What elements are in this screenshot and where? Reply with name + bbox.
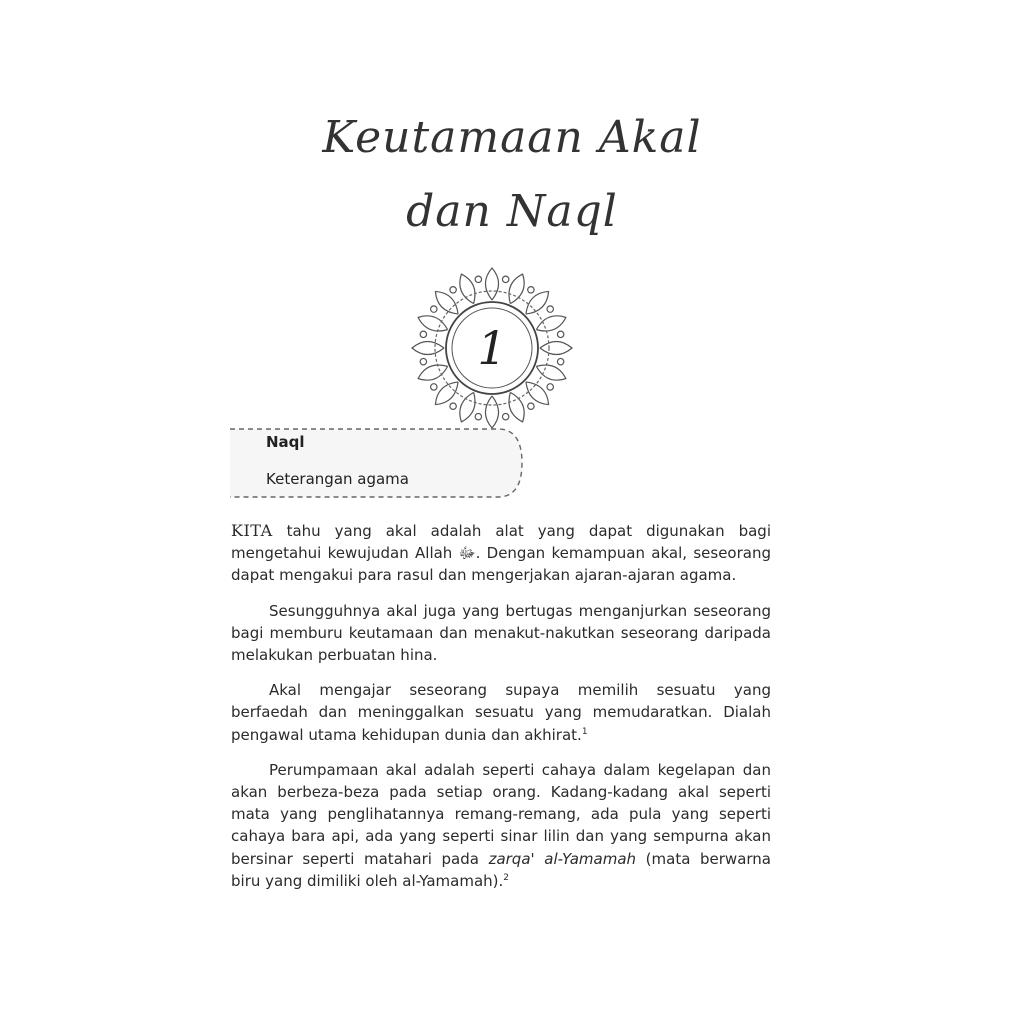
glossary-term: Naql — [266, 433, 305, 451]
body-text — [231, 520, 771, 905]
footnote-ref-1: 1 — [581, 726, 588, 737]
paragraph-lead-word: KITA — [231, 521, 273, 540]
chapter-title-line-1: Keutamaan Akal — [322, 112, 702, 163]
paragraph-4-text-a: Perumpamaan akal adalah seperti cahaya dalam kegelapan dan akan berbeza-beza pada setiap orang. Kadang-kadang akal seperti mata yang penglihatannya remang-remang, ada pula yang seperti cahaya bara api, ada yang seperti sinar lilin dan yang sempurna akan bersinar seperti matahari pada — [231, 760, 771, 868]
paragraph-4 — [231, 759, 771, 892]
footnote-ref-2: 2 — [503, 872, 510, 883]
paragraph-1-text-a: tahu yang akal adalah alat yang dapat digunakan bagi mengetahui kewujudan Allah — [231, 522, 771, 563]
paragraph-4-text-b: (mata berwarna biru yang dimiliki oleh al-Yamamah). — [231, 849, 771, 890]
paragraph-3-text: Akal mengajar seseorang supaya memilih sesuatu yang berfaedah dan meninggalkan sesuatu yang memudaratkan. Dialah pengawal utama kehidupan dunia dan akhirat. — [231, 681, 771, 744]
glossary-definition: Keterangan agama — [266, 470, 409, 488]
chapter-number: 1 — [477, 321, 507, 375]
paragraph-3 — [231, 679, 771, 746]
chapter-title-line-2: dan Naql — [406, 186, 618, 237]
paragraph-4-italic: zarqa' al-Yamamah — [488, 849, 637, 868]
paragraph-2: Sesungguhnya akal juga yang bertugas menganjurkan seseorang bagi memburu keutamaan dan menakut-nakutkan seseorang daripada melakukan perbuatan hina. — [231, 601, 771, 665]
paragraph-1 — [231, 520, 771, 587]
paragraph-1-text-b: . Dengan kemampuan akal, seseorang dapat mengakui para rasul dan mengerjakan ajaran-ajaran agama. — [231, 544, 771, 585]
honorific-glyph: ﷻ — [458, 544, 476, 563]
